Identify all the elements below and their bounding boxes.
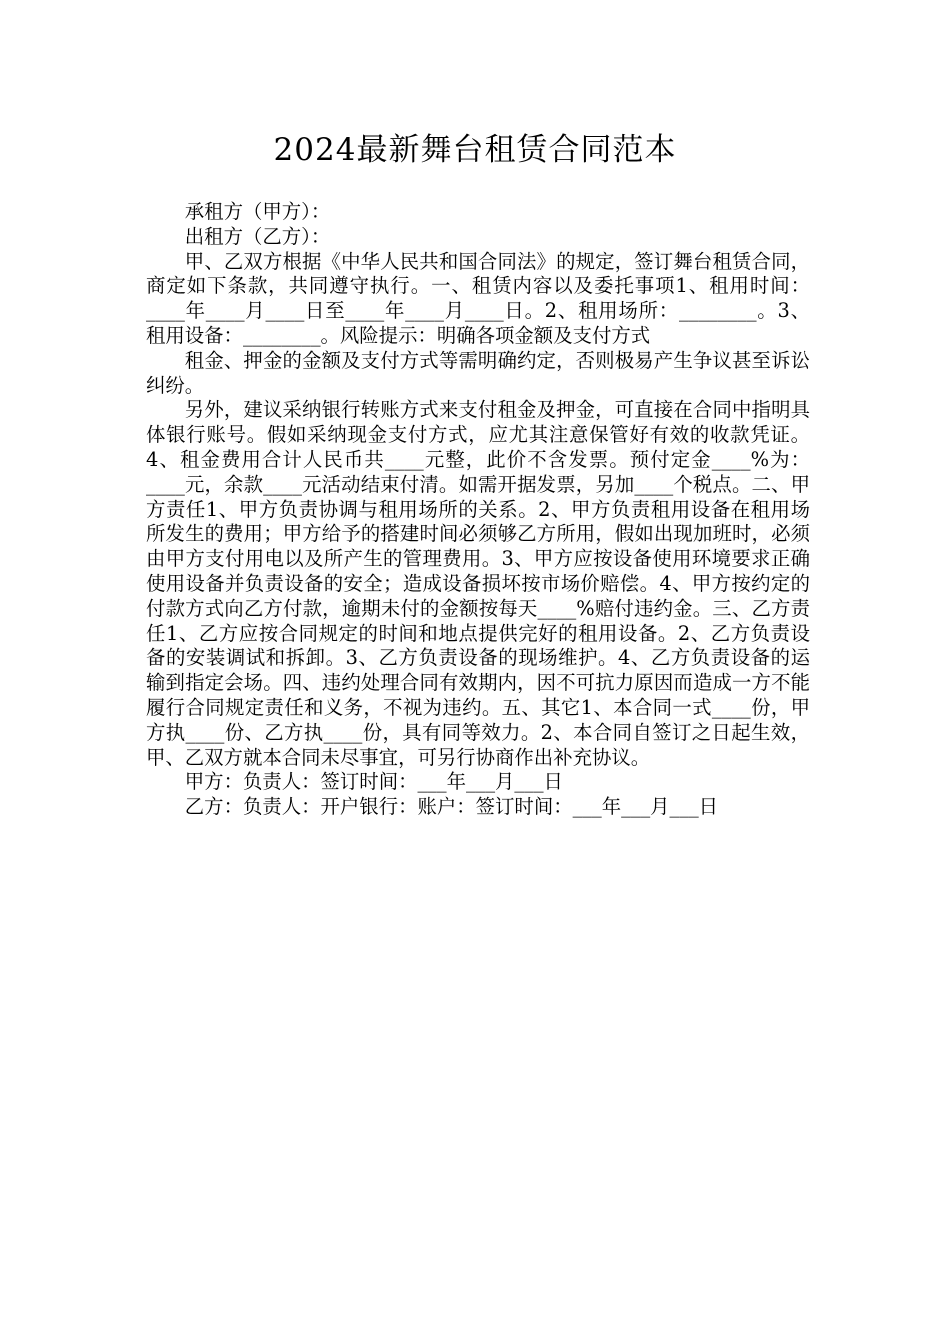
party-a-signature-line: 甲方：负责人：签订时间：___年___月___日 [184, 770, 563, 794]
party-b-signature-line: 乙方：负责人：开户银行：账户：签订时间：___年___月___日 [184, 795, 719, 819]
risk-note-paragraph: 租金、押金的金额及支付方式等需明确约定，否则极易产生争议甚至诉讼纠纷。 [146, 348, 810, 397]
contract-clauses-main: 另外，建议采纳银行转账方式来支付租金及押金，可直接在合同中指明具体银行账号。假如采纳现金支付方式，应尤其注意保管好有效的收款凭证。4、租金费用合计人民币共____元整，此价不含发票。预付定金____%为：____元，余款____元活动结束付清。如需开据发票，另加____个税点。二、甲方责任1、甲方负责协调与租用场所的关系。2、甲方负责租用设备在租用场所发生的费用；甲方给予的搭建时间必须够乙方所用，假如出现加班时，必须由甲方支付用电以及所产生的管理费用。3、甲方应按设备使用环境要求正确使用设备并负责设备的安全；造成设备损坏按市场价赔偿。4、甲方按约定的付款方式向乙方付款，逾期未付的金额按每天____%赔付违约金。三、乙方责任1、乙方应按合同规定的时间和地点提供完好的租用设备。2、乙方负责设备的安装调试和拆卸。3、乙方负责设备的现场维护。4、乙方负责设备的运输到指定会场。四、违约处理合同有效期内，因不可抗力原因而造成一方不能履行合同规定责任和义务，不视为违约。五、其它1、本合同一式____份，甲方执____份、乙方执____份，具有同等效力。2、本合同自签订之日起生效，甲、乙双方就本合同未尽事宜，可另行协商作出补充协议。 [146, 398, 810, 769]
lessee-line: 承租方（甲方）： [184, 200, 331, 223]
contract-clause-intro: 甲、乙双方根据《中华人民共和国合同法》的规定，签订舞台租赁合同，商定如下条款，共同遵守执行。一、租赁内容以及委托事项1、租用时间：____年____月____日至____年____月____日。2、租用场所：________。3、租用设备：________。风险提示：明确各项金额及支付方式 [146, 249, 810, 347]
lessor-line: 出租方（乙方）： [184, 224, 331, 248]
document-body [146, 200, 810, 820]
document-title: 2024最新舞台租赁合同范本 [273, 132, 677, 168]
